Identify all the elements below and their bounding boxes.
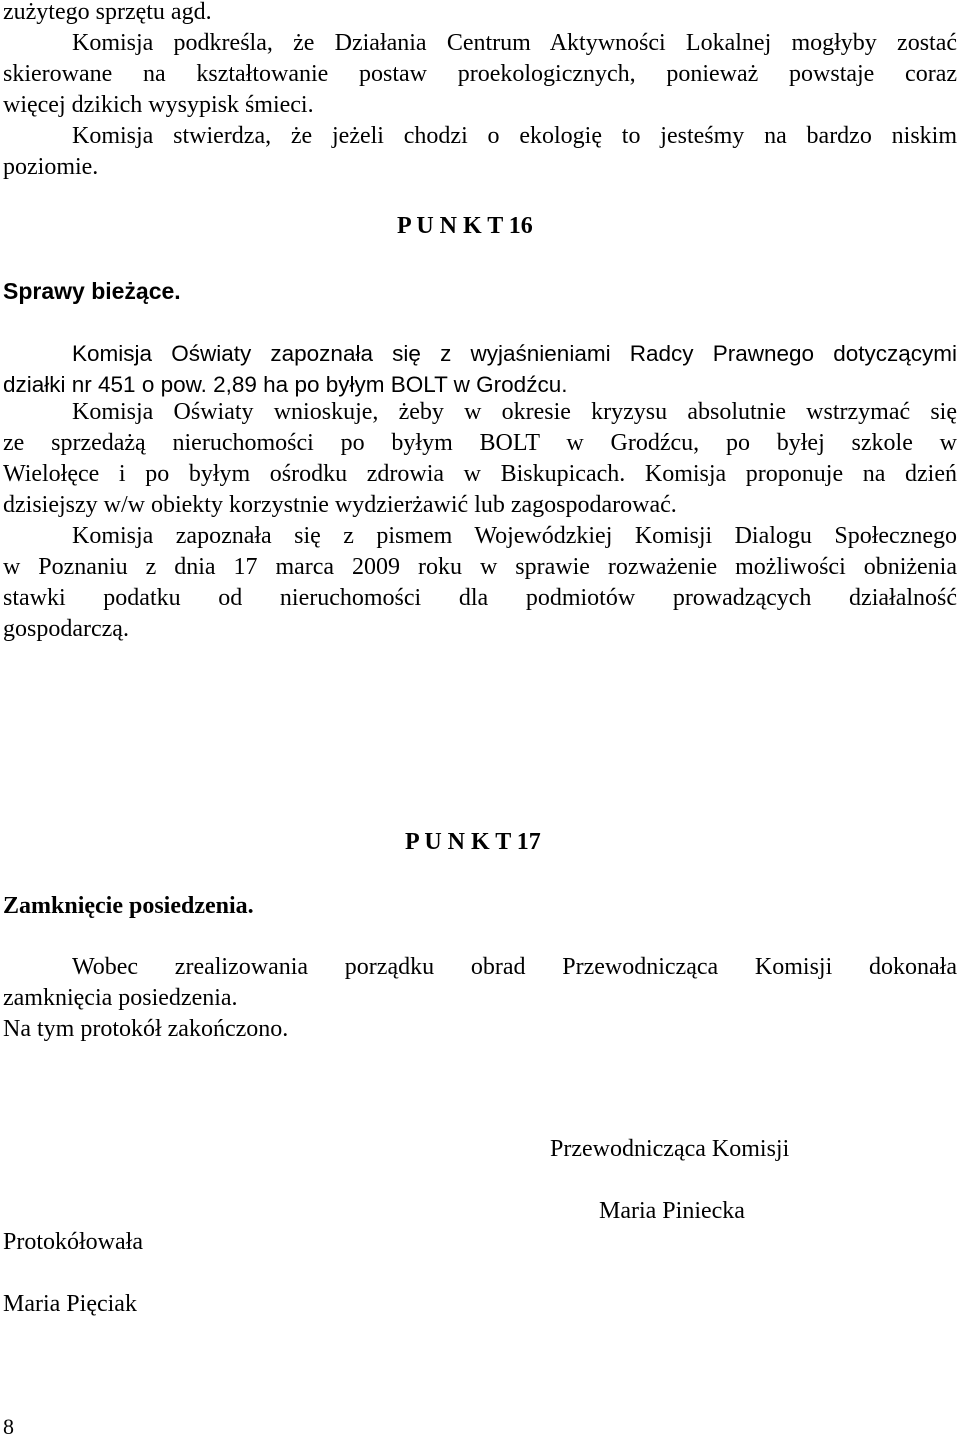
text-line: Komisja podkreśla, że Działania Centrum Aktywności Lokalnej mogłyby zostać (72, 30, 957, 56)
recorder-name: Maria Pięciak (3, 1291, 137, 1317)
text-line: Komisja stwierdza, że jeżeli chodzi o ekologię to jesteśmy na bardzo niskim (72, 123, 957, 149)
top-paragraph-block (3, 0, 957, 183)
text-line: poziomie. (3, 154, 99, 180)
section-16-paragraph-3 (3, 521, 957, 645)
section-17-subject: Zamknięcie posiedzenia. (3, 893, 254, 919)
text-line: skierowane na kształtowanie postaw proekologicznych, ponieważ powstaje coraz (3, 61, 957, 87)
chair-title: Przewodnicząca Komisji (550, 1136, 790, 1162)
text-line: stawki podatku od nieruchomości dla podmiotów prowadzących działalność (3, 585, 957, 611)
section-16-paragraph-1 (3, 338, 957, 400)
page-number: 8 (3, 1414, 14, 1439)
section-17-heading: P U N K T 17 (405, 829, 541, 855)
text-line: Komisja zapoznała się z pismem Wojewódzkiej Komisji Dialogu Społecznego (72, 523, 957, 549)
text-line: Komisja Oświaty zapoznała się z wyjaśnieniami Radcy Prawnego dotyczącymi (72, 341, 957, 366)
section-16-paragraph-2 (3, 397, 957, 521)
text-line: Wobec zrealizowania porządku obrad Przewodnicząca Komisji dokonała (72, 954, 957, 980)
text-line: Na tym protokół zakończono. (3, 1016, 289, 1042)
text-line: więcej dzikich wysypisk śmieci. (3, 92, 314, 118)
text-line: w Poznaniu z dnia 17 marca 2009 roku w sprawie rozważenie możliwości obniżenia (3, 554, 957, 580)
text-line: dzisiejszy w/w obiekty korzystnie wydzierżawić lub zagospodarować. (3, 492, 677, 518)
section-16-subject: Sprawy bieżące. (3, 278, 181, 304)
text-line: ze sprzedażą nieruchomości po byłym BOLT w Grodźcu, po byłej szkole w (3, 430, 957, 456)
text-line: Komisja Oświaty wnioskuje, żeby w okresie kryzysu absolutnie wstrzymać się (72, 399, 957, 425)
recorder-title: Protokółowała (3, 1229, 143, 1255)
text-line: działki nr 451 o pow. 2,89 ha po byłym BOLT w Grodźcu. (3, 372, 568, 397)
text-line: zamknięcia posiedzenia. (3, 985, 238, 1011)
section-17-paragraph-1 (3, 952, 957, 1045)
text-line: gospodarczą. (3, 616, 129, 642)
section-16-heading: P U N K T 16 (397, 213, 533, 239)
text-line: zużytego sprzętu agd. (3, 0, 212, 25)
chair-name: Maria Piniecka (599, 1198, 745, 1224)
text-line: Wielołęce i po byłym ośrodku zdrowia w Biskupicach. Komisja proponuje na dzień (3, 461, 957, 487)
